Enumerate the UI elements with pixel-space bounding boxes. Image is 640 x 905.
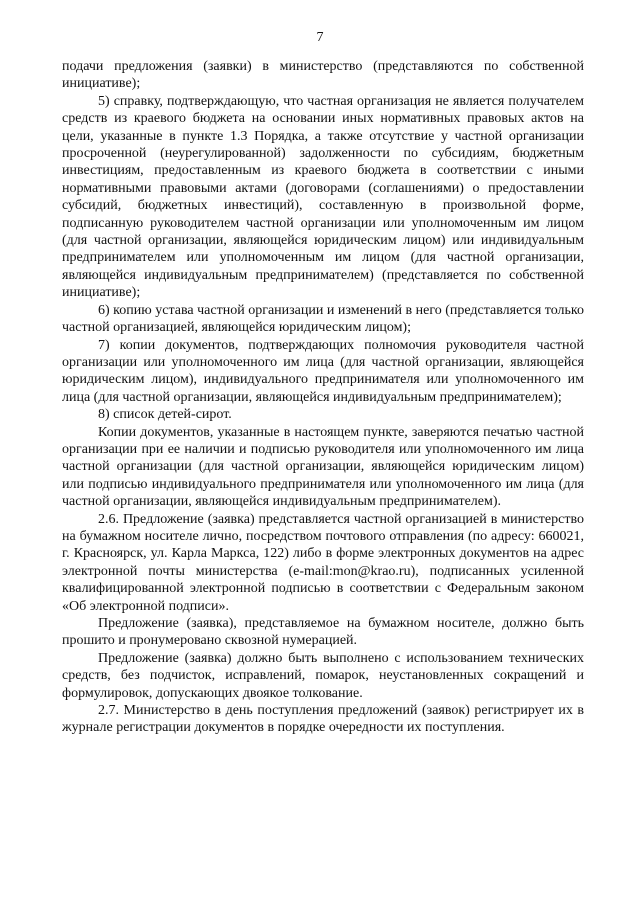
paragraph-copies-certification: Копии документов, указанные в настоящем пункте, заверяются печатью частной организации при ее наличии и подписью руководителя или уполномоченного им лица частной организации (для частной организации, являющейся юридическим лицом) или подписью индивидуального предпринимателя или уполномоченного им лица (для частной организации, являющейся индивидуальным предпринимателем).	[62, 424, 584, 510]
paragraph-item-6: 6) копию устава частной организации и изменений в него (представляется только частной организацией, являющейся юридическим лицом);	[62, 302, 584, 336]
document-body	[62, 58, 584, 737]
paragraph-item-5: 5) справку, подтверждающую, что частная организация не является получателем средств из краевого бюджета на основании иных нормативных правовых актов на цели, указанные в пункте 1.3 Порядка, а также отсутствие у частной организации просроченной (неурегулированной) задолженности по субсидиям, бюджетным инвестициям, предоставленным из краевого бюджета в соответствии с иными нормативными правовыми актами (договорами (соглашениями) о предоставлении субсидий, бюджетных инвестиций), составленную в произвольной форме, подписанную руководителем частной организации или уполномоченным им лицом (для частной организации, являющейся юридическим лицом) или индивидуальным предпринимателем или уполномоченным им лицом (для частной организации, являющейся индивидуальным предпринимателем) (представляется по собственной инициативе);	[62, 93, 584, 301]
paragraph-paper-binding: Предложение (заявка), представляемое на бумажном носителе, должно быть прошито и пронумеровано сквозной нумерацией.	[62, 616, 584, 649]
paragraph-section-2-6: 2.6. Предложение (заявка) представляется частной организацией в министерство на бумажном носителе лично, посредством почтового отправления (по адресу: 660021, г. Красноярск, ул. Карла Маркса, 122) либо в форме электронных документов на адрес электронной почты министерства (e-mail:mon@krao.ru), подписанных усиленной квалифицированной электронной подписью в соответствии с Федеральным законом «Об электронной подписи».	[62, 511, 584, 614]
page-number: 7	[316, 30, 324, 45]
paragraph-continuation: подачи предложения (заявки) в министерство (представляются по собственной инициативе);	[62, 59, 584, 92]
paragraph-technical-means: Предложение (заявка) должно быть выполнено с использованием технических средств, без подчисток, исправлений, помарок, неустановленных сокращений и формулировок, допускающих двоякое толкование.	[62, 650, 584, 701]
paragraph-item-7: 7) копии документов, подтверждающих полномочия руководителя частной организации или уполномоченного им лица (для частной организации, являющейся юридическим лицом), индивидуального предпринимателя или уполномоченного им лица (для частной организации, являющейся индивидуальным предпринимателем);	[62, 337, 584, 405]
paragraph-section-2-7: 2.7. Министерство в день поступления предложений (заявок) регистрирует их в журнале регистрации документов в порядке очередности их поступления.	[62, 703, 584, 736]
paragraph-item-8: 8) список детей-сирот.	[98, 407, 232, 423]
